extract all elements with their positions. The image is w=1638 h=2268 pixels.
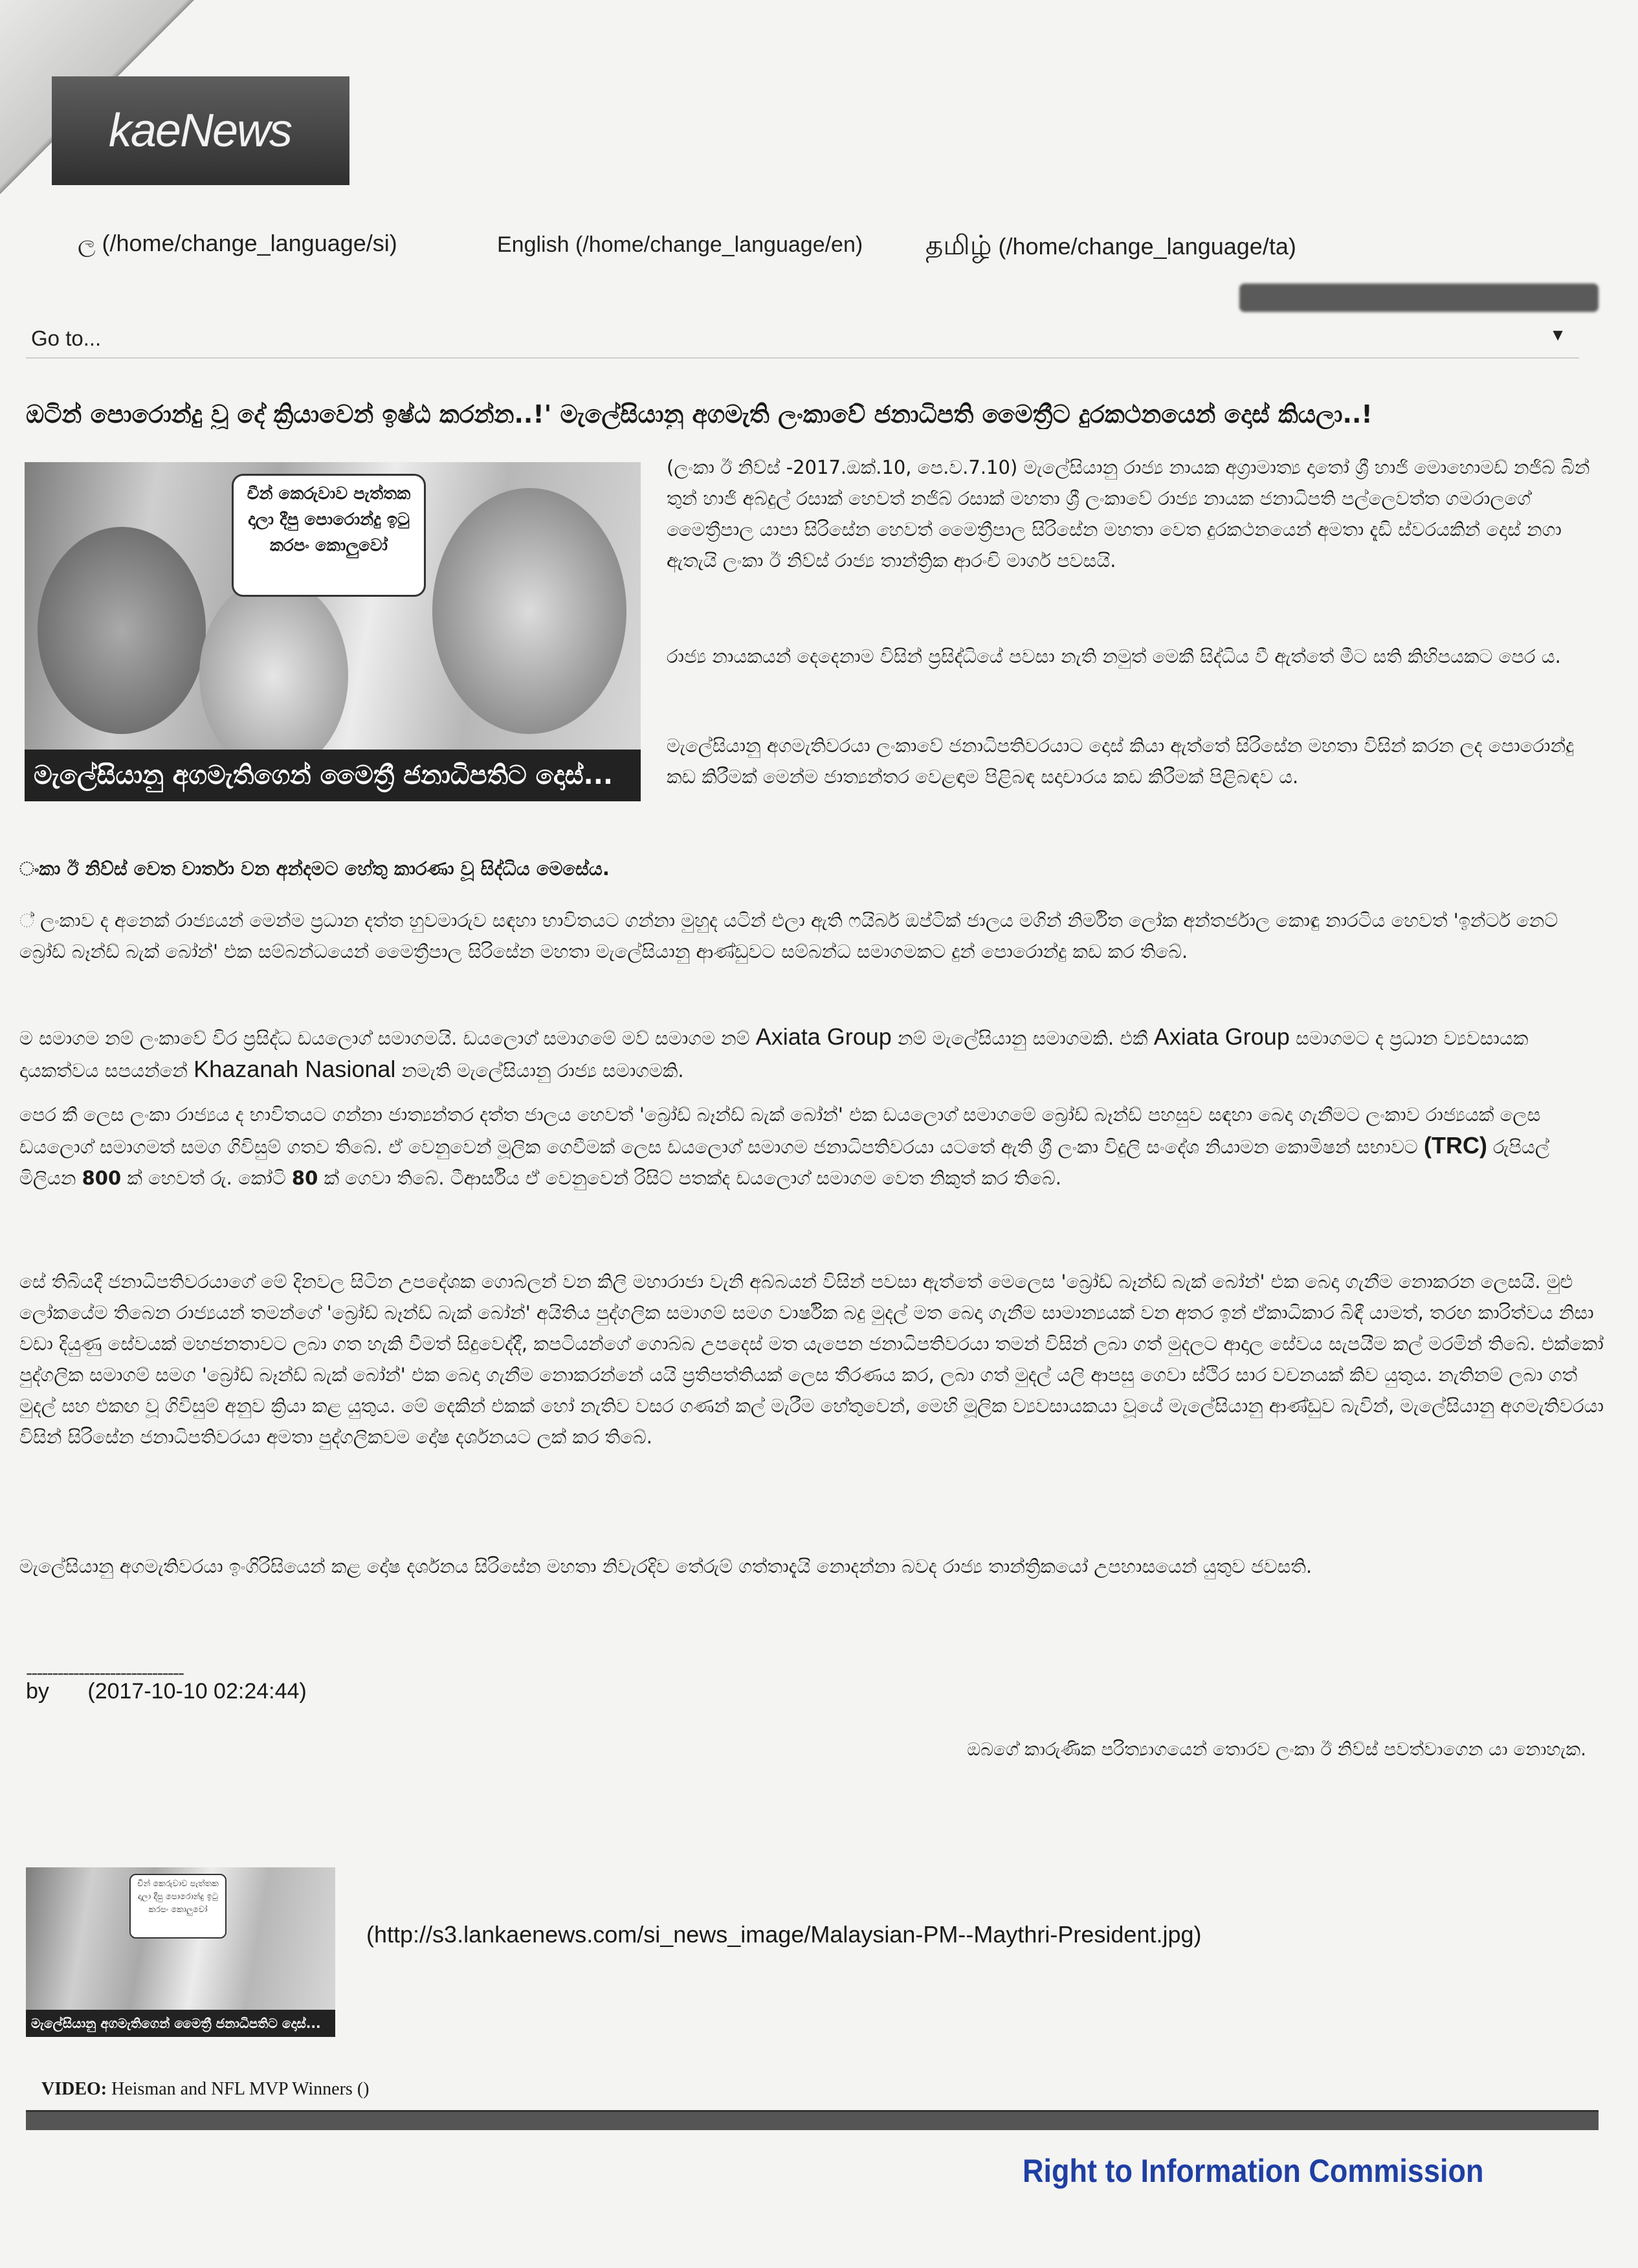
p6-company-axiata-1: Axiata Group: [755, 1023, 892, 1050]
p7-text-g: ක් ගෙවා තිබේ. ටීආර්සිය ඒ වෙනුවෙන් රිසිට් පතක්ද ඩයලොග් සමාගම වෙත නිකුත් කර තිබේ.: [318, 1167, 1061, 1189]
p6-text-e: සමාගමට ද ප්‍රධාන ව්‍යවසායක දායකත්වය සපයන්නේ: [19, 1027, 1529, 1082]
p7-trc: (TRC): [1423, 1132, 1487, 1159]
rti-stamp: Right to Information Commission: [1023, 2153, 1484, 2189]
tamil-script: தமிழ்: [925, 230, 992, 260]
lang-link-sinhala[interactable]: ල (/home/change_language/si): [78, 230, 397, 256]
paragraph-2: රාජ්‍ය නායකයන් දෙදෙනාම විසින් ප්‍රසිද්ධියේ පවසා නැති නමුත් මෙකී සිද්ධිය වී ඇත්තේ මීට සති කිහිපයකට පෙර ය.: [667, 645, 1561, 667]
video-label: VIDEO:: [41, 2079, 107, 2099]
site-logo[interactable]: [52, 76, 349, 185]
paragraph-8: සේ තිබියදී ජනාධිපතිවරයාගේ මේ දිනවල සිටින උපදේශක ගොබ්ලන් වන කිලි මහාරාජා වැනි අබ්බයන් විසින් පවසා ඇත්තේ මෙලෙස 'බ්‍රෝඩ් බෑන්ඩ් බැක් බෝන්' එක බෙදා ගැනීම නොකරන ලෙසයි. මුළු ලෝකයේම තිබෙන රාජ්‍යයන් තමන්ගේ 'බ්‍රෝඩ් බෑන්ඩ් බැක් බෝන්' අයිතිය පුද්ගලික සමාගම් සමග වාර්ෂික බදු මුදල් මත බෙදා ගැනීම සාමාන්‍යයක් වන අතර ඉන් ඒකාධිකාර බිඳී යාමත්, තරඟ කාරිත්වය නිසා වඩා දියුණු සේවයක් මහජනතාවට ලබා ගත හැකි වීමත් සිදුවෙද්දී, කපටියන්ගේ ගොබ්බ උපදෙස් මත යැපෙන ජනාධිපතිවරයා තමන් විසින් ලබා ගත් මුදලට ආදාල සේවය සැපයීම කල් මරමින් තිබේ. එක්කෝ පුද්ගලික සමාගම් සමග 'බ්‍රෝඩ් බෑන්ඩ් බැක් බෝන්' එක බෙදා ගැනීම නොකරන්නේ යයි ප්‍රතිපත්තියක් ලෙස තීරණය කර, ලබා ගත් මුදල් යලි ආපසු ගෙවා ස්ථිර සාර වචනයක් කිව යුතුය. නැතිනම් ලබා ගත් මුදල් සහ එකඟ වූ ගිවිසුම් අනුව ක්‍රියා කළ යුතුය. මේ දෙකින් එකක් හෝ නැතිව වසර ගණන් කල් මැරීම හේතුවෙන්, මෙහි මූලික ව්‍යවසායකයා වූයේ මැලේසියානු ආණ්ඩුව බැවින්, මැලේසියානු අගමැතිවරයා විසින් සිරිසේන ජනාධිපතිවරයා අමතා පුද්ගලිකවම දෝෂ දර්ශනයට ලක් කර තිබේ.: [19, 1271, 1604, 1448]
p6-company-khazanah: Khazanah Nasional: [194, 1056, 396, 1082]
thumbnail-caption: මැලේසියානු අගමැතිගෙන් මෛත්‍රී ජනාධිපතිට දොස්...: [26, 2010, 335, 2037]
lead-paragraph: (ලංකා ඊ නිව්ස් -2017.ඔක්.10, පෙ.ව.7.10) මැලේසියානු රාජ්‍ය නායක අග්‍රාමාත්‍ය දාතෝ ශ්‍රී හාජි මොහොමඩ් නජිබ් බින් තුන් හාජි අබ්දුල් රසාක් හෙවත් නජිබ් රසාක් මහතා ශ්‍රී ලංකාවේ රාජ්‍ය නායක ජනාධිපති පල්ලෙවත්ත ගමරාලගේ මෛත්‍රීපාල යාපා සිරිසේන හෙවත් මෛත්‍රීපාල සිරිසේන මහතා වෙත දුරකථනයෙන් අමතා දැඩි ස්වරයකින් දොස් නගා ඇතැයි ලංකා ඊ නිව්ස් රාජ්‍ය තාන්ත්‍රික ආරංචි මාර්ග පවසයි.: [667, 456, 1590, 572]
redaction-smudge: [1239, 284, 1599, 312]
p7-text-c: රුපියල් මිලියන: [19, 1136, 1550, 1189]
article-image: [25, 462, 641, 801]
video-link[interactable]: [41, 2079, 369, 2100]
footer-bar: [26, 2110, 1599, 2130]
p6-company-axiata-2: Axiata Group: [1153, 1023, 1290, 1050]
timestamp: (2017-10-10 02:24:44): [87, 1679, 307, 1704]
paragraph-7: [19, 1099, 1605, 1194]
paragraph-6: [19, 1021, 1605, 1086]
p6-text-a: ම සමාගම නම් ලංකාවේ විර ප්‍රසිද්ධ ඩයලොග් සමාගමයි. ඩයලොග් සමාගමේ මව් සමාගම නම්: [19, 1027, 756, 1049]
lang-link-english[interactable]: English (/home/change_language/en): [497, 232, 863, 257]
p6-text-c: නම් මැලේසියානු සමාගමකි. එකී: [891, 1027, 1154, 1049]
thumbnail-image[interactable]: [26, 1867, 335, 2037]
photo-figure-right: [432, 488, 626, 734]
p7-amount-800: 800: [82, 1167, 122, 1189]
video-title: Heisman and NFL MVP Winners (): [107, 2079, 370, 2099]
image-url-link[interactable]: (http://s3.lankaenews.com/si_news_image/Malaysian-PM--Maythri-President.jpg): [366, 1921, 1202, 1948]
paragraph-5: ් ලංකාව ද අනෙක් රාජ්‍යයන් මෙන්ම ප්‍රධාන දත්ත හුවමාරුව සඳහා භාවිතයට ගන්නා මුහුද යටින් එලා ඇති ෆයිබර් ඔප්ටික් ජාලය මගින් නිර්මිත ලෝක අන්තර්ජාල කොඳු නාරටිය හෙවත් 'ඉන්ටර් නෙට් බ්‍රෝඩ් බෑන්ඩ් බැක් බෝන්' එක සම්බන්ධයෙන් මෛත්‍රීපාල සිරිසේන මහතා මැලේසියානු ආණ්ඩුවට සම්බන්ධ සමාගමකට දුන් පොරොන්දු කඩ කර තිබේ.: [19, 909, 1558, 962]
goto-select[interactable]: [26, 318, 1579, 359]
paragraph-3: මැලේසියානු අගමැතිවරයා ලංකාවේ ජනාධිපතිවරයාට දොස් කියා ඇත්තේ සිරිසේන මහතා විසින් කරන ලද පොරොන්දු කඩ කිරීමක් මෙන්ම ජාත්‍යන්තර වෙළඳාම පිළිබඳ සදාචාරය කඩ කිරීමක් පිළිබඳව ය.: [667, 735, 1574, 788]
byline-prefix: by: [26, 1679, 49, 1704]
paragraph-4: ංකා ඊ නිව්ස් වෙත වාර්තා වන අන්දමට හේතු කාරණා වූ සිද්ධිය මෙසේය.: [19, 858, 610, 880]
logo-text: kaeNews: [108, 105, 291, 157]
donation-note: ඔබගේ කාරුණික පරිත්‍යාගයෙන් තොරව ලංකා ඊ නිව්ස් පවත්වාගෙන යා නොහැක.: [967, 1739, 1586, 1760]
photo-figure-left: [38, 527, 206, 734]
lang-link-tamil[interactable]: [925, 230, 1296, 265]
thumbnail-speech-bubble: චීන් කෙරුවාව පැත්තක දාලා දීපු පොරොන්දු ඉටු කරපං කොලුවෝ: [129, 1874, 227, 1939]
photo-figure-middle: [199, 579, 348, 773]
language-bar: [39, 230, 1618, 269]
goto-label: Go to...: [31, 326, 102, 350]
tamil-path: (/home/change_language/ta): [991, 233, 1296, 260]
speech-bubble: චීන් කෙරුවාව පැත්තක දාලා දීපු පොරොන්දු ඉටු කරපං කොලුවෝ: [232, 474, 426, 597]
image-caption: මැලේසියානු අගමැතිගෙන් මෛත්‍රී ජනාධිපතිට දොස්...: [25, 750, 641, 801]
p7-text-a: පෙර කී ලෙස ලංකා රාජ්‍යය ද භාවිතයට ගන්නා ජාත්‍යන්තර දත්ත ජාලය හෙවත් 'බ්‍රෝඩ් බෑන්ඩ් බැක් බෝන්' එක ඩයලොග් සමාගමේ බ්‍රෝඩ් බෑන්ඩ් පහසුව සඳහා බෙදා ගැනීමට ලංකාව රාජ්‍යයක් ලෙස ඩයලොග් සමාගමත් සමග ගිවිසුම් ගතව තිබේ. ඒ වෙනුවෙන් මූලික ගෙවීමක් ලෙස ඩයලොග් සමාගම ජනාධිපතිවරයා යටතේ ඇති ශ්‍රී ලංකා විදුලි සංදේශ නියාමන කොමිෂන් සභාවට: [19, 1104, 1541, 1158]
p6-text-g: නමැති මැලේසියානු රාජ්‍ය සමාගමකි.: [395, 1060, 684, 1082]
article-headline: ඔටින් පොරොන්දු වූ දේ ක්‍රියාවෙන් ඉෂ්ඨ කරන්න..!' මැලේසියානු අගමැති ලංකාවේ ජනාධිපති මෛත්‍රීට දුරකථනයෙන් දොස් කියලා..!: [26, 400, 1373, 428]
p7-text-e: ක් හෙවත් රු. කෝටි: [121, 1167, 292, 1189]
p7-amount-80: 80: [291, 1167, 318, 1189]
byline: [26, 1679, 307, 1704]
paragraph-9: මැලේසියානු අගමැතිවරයා ඉංගිරිසියෙන් කළ දෝෂ දර්ශනය සිරිසේන මහතා නිවැරදිව තේරුම් ගත්තාදැයි නොදන්නා බවද රාජ්‍ය තාන්ත්‍රිකයෝ උපහාසයෙන් යුතුව ජවසති.: [19, 1555, 1312, 1577]
chevron-down-icon: ▼: [1549, 325, 1566, 344]
divider-line: ------------------------------: [26, 1662, 184, 1684]
